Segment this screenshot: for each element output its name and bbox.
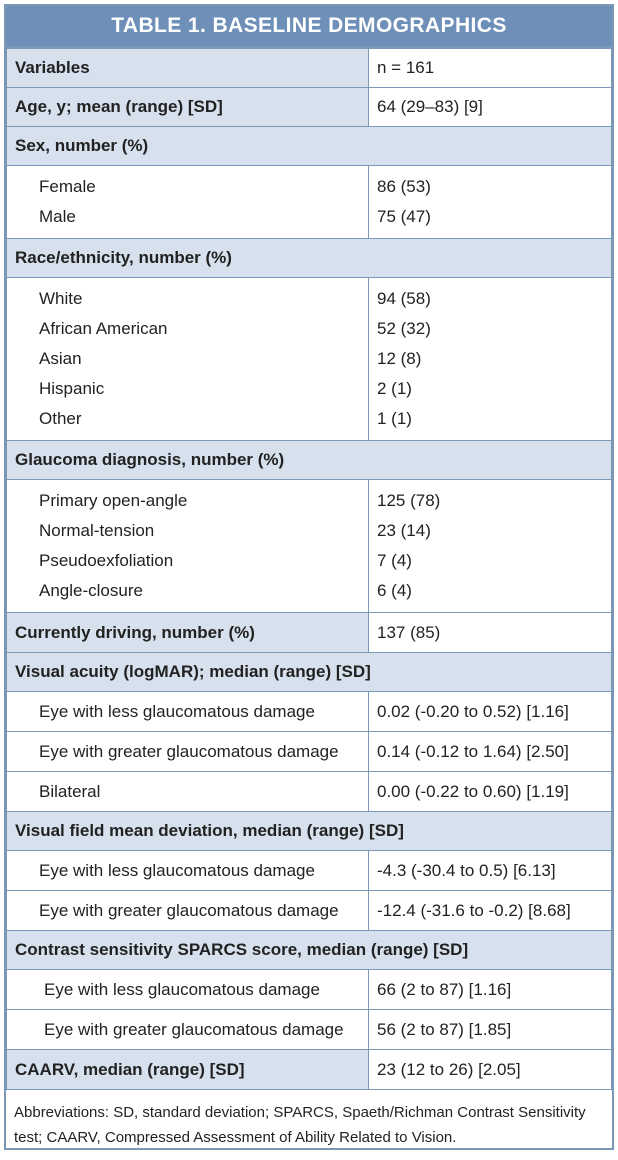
age-value: 64 (29–83) [9] [369,88,612,127]
acuity-item-value: 0.14 (-0.12 to 1.64) [2.50] [369,732,612,772]
acuity-item-label: Eye with greater glaucomatous damage [7,732,369,772]
contrast-item-value: 66 (2 to 87) [1.16] [369,970,612,1010]
driving-label: Currently driving, number (%) [7,613,369,653]
field-row [7,851,612,891]
race-item-label: Other [39,409,82,428]
sex-item-value: 75 (47) [377,207,431,226]
glaucoma-item-label: Normal-tension [39,521,155,540]
contrast-section-header [7,931,612,970]
driving-value: 137 (85) [369,613,612,653]
race-item-label: White [39,289,83,308]
caarv-row [7,1050,612,1090]
acuity-item-value: 0.00 (-0.22 to 0.60) [1.19] [369,772,612,812]
field-item-value: -4.3 (-30.4 to 0.5) [6.13] [369,851,612,891]
footnote: Abbreviations: SD, standard deviation; SPARCS, Spaeth/Richman Contrast Sensitivity test; CAARV, Compressed Assessment of Ability Related to Vision. [14,1104,586,1146]
sex-section-header [7,127,612,166]
field-item-label: Eye with greater glaucomatous damage [7,891,369,931]
sex-labels-cell [7,166,369,239]
contrast-item-value: 56 (2 to 87) [1.85] [369,1010,612,1050]
sex-item-label: Female [39,177,96,196]
acuity-item-label: Eye with less glaucomatous damage [7,692,369,732]
glaucoma-labels-cell [7,480,369,613]
acuity-label: Visual acuity (logMAR); median (range) [SD] [7,653,612,692]
contrast-row [7,1010,612,1050]
glaucoma-section-header [7,441,612,480]
field-row [7,891,612,931]
field-item-value: -12.4 (-31.6 to -0.2) [8.68] [369,891,612,931]
age-label: Age, y; mean (range) [SD] [7,88,369,127]
contrast-row [7,970,612,1010]
acuity-item-label: Bilateral [7,772,369,812]
glaucoma-item-label: Pseudoexfoliation [39,551,174,570]
sex-item-value: 86 (53) [377,177,431,196]
sex-rows [7,166,612,239]
race-item-value: 52 (32) [377,319,431,338]
race-item-value: 2 (1) [377,379,412,398]
header-row [7,49,612,88]
acuity-item-value: 0.02 (-0.20 to 0.52) [1.16] [369,692,612,732]
glaucoma-item-value: 23 (14) [377,521,431,540]
race-item-label: African American [39,319,168,338]
table-title: TABLE 1. BASELINE DEMOGRAPHICS [6,6,612,48]
race-label: Race/ethnicity, number (%) [7,239,612,278]
race-item-value: 12 (8) [377,349,422,368]
n-header: n = 161 [369,49,612,88]
sex-label: Sex, number (%) [7,127,612,166]
race-values-cell [369,278,612,441]
field-item-label: Eye with less glaucomatous damage [7,851,369,891]
glaucoma-item-label: Primary open-angle [39,491,188,510]
caarv-value: 23 (12 to 26) [2.05] [369,1050,612,1090]
variables-header: Variables [7,49,369,88]
race-section-header [7,239,612,278]
field-label: Visual field mean deviation, median (range) [SD] [7,812,612,851]
race-item-label: Asian [39,349,82,368]
glaucoma-rows [7,480,612,613]
race-labels-cell [7,278,369,441]
sex-values-cell [369,166,612,239]
driving-row [7,613,612,653]
field-section-header [7,812,612,851]
race-item-value: 1 (1) [377,409,412,428]
race-rows [7,278,612,441]
contrast-label: Contrast sensitivity SPARCS score, median (range) [SD] [7,931,612,970]
contrast-item-label: Eye with greater glaucomatous damage [7,1010,369,1050]
acuity-row [7,732,612,772]
race-item-value: 94 (58) [377,289,431,308]
race-item-label: Hispanic [39,379,105,398]
contrast-item-label: Eye with less glaucomatous damage [7,970,369,1010]
glaucoma-values-cell [369,480,612,613]
acuity-row [7,772,612,812]
glaucoma-item-value: 6 (4) [377,581,412,600]
age-row [7,88,612,127]
demographics-table [6,48,612,1090]
acuity-section-header [7,653,612,692]
glaucoma-item-label: Angle-closure [39,581,143,600]
glaucoma-item-value: 7 (4) [377,551,412,570]
acuity-row [7,692,612,732]
glaucoma-item-value: 125 (78) [377,491,441,510]
demographics-table-panel [4,4,614,1150]
glaucoma-label: Glaucoma diagnosis, number (%) [7,441,612,480]
sex-item-label: Male [39,207,76,226]
caarv-label: CAARV, median (range) [SD] [7,1050,369,1090]
